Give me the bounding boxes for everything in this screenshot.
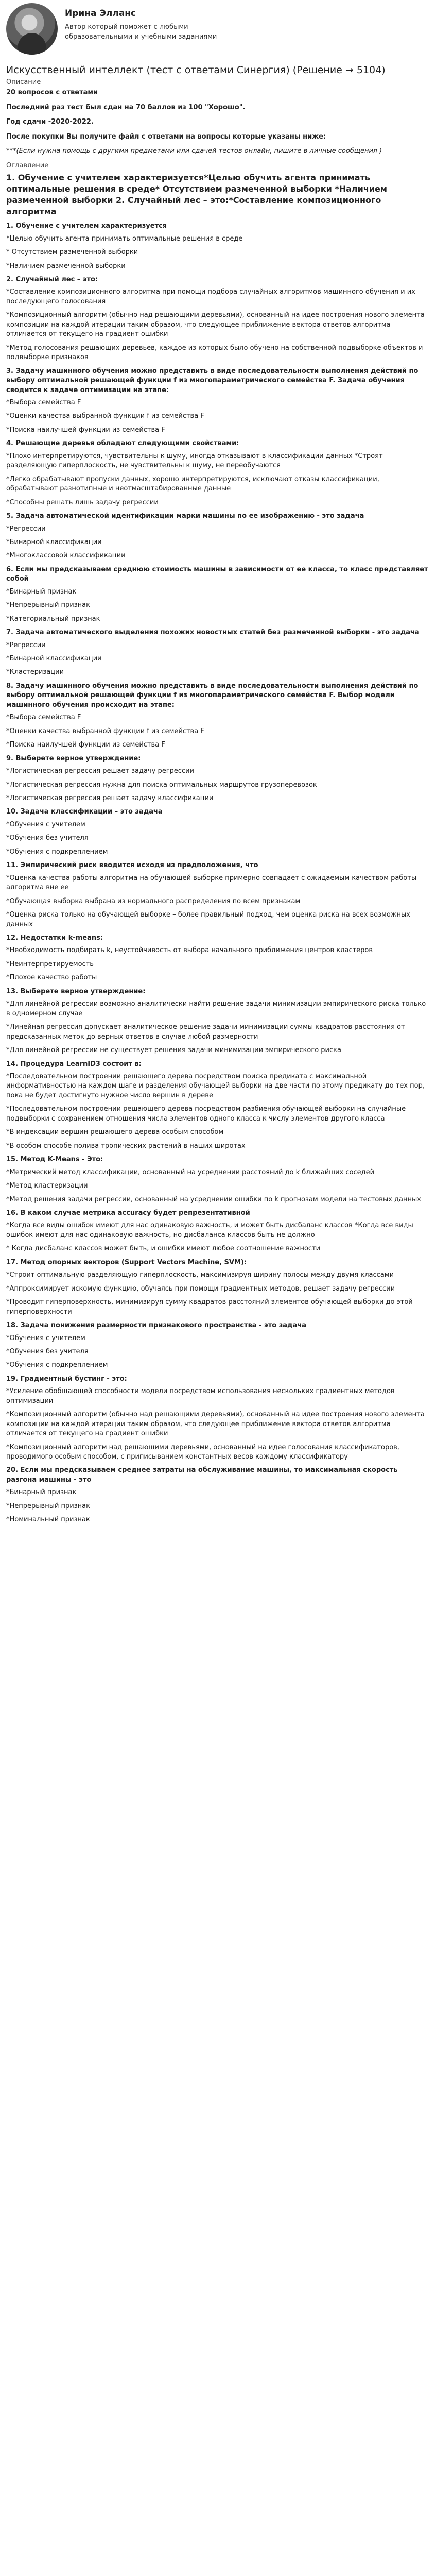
question-6: 6. Если мы предсказываем среднюю стоимость машины в зависимости от ее класса, то класс представляет собой xyxy=(6,565,428,583)
answer-option: *Метод решения задачи регрессии, основанный на усреднении ошибки по k прогнозам модели на тестовых данных xyxy=(6,1195,421,1204)
question-12: 12. Недостатки k-means: xyxy=(6,934,103,942)
answer-option: *Непрерывный признак xyxy=(6,1502,90,1510)
toc-summary: 1. Обучение с учителем характеризуется*Целью обучить агента принимать оптимальные решения в среде* Отсутствием размеченной выборки *Наличием размеченной выборки 2. Случайный лес – это:*Составление композиционного алгоритма xyxy=(6,172,387,217)
question-9: 9. Выберете верное утверждение: xyxy=(6,754,141,762)
answer-option: *Кластеризации xyxy=(6,668,64,676)
answer-option: *Для линейной регрессии не существует решения задачи минимизации эмпирического риска xyxy=(6,1046,341,1055)
answer-option: *Логистическая регрессия решает задачу классификации xyxy=(6,794,214,803)
answer-option: *Аппроксимирует искомую функцию, обучаясь при помощи градиентных методов, решает задачу регрессии xyxy=(6,1284,395,1293)
answer-option: *Плохое качество работы xyxy=(6,974,97,982)
intro-note: После покупки Вы получите файл с ответами на вопросы которые указаны ниже: xyxy=(6,132,326,141)
answer-option: *Обучающая выборка выбрана из нормального распределения по всем признакам xyxy=(6,897,301,905)
answer-option: *Оценка качества работы алгоритма на обучающей выборке примерно совпадает с ожидаемым качеством работы алгоритма вне ее xyxy=(6,874,417,892)
question-13: 13. Выберете верное утверждение: xyxy=(6,987,146,995)
answer-option: *Целью обучить агента принимать оптимальные решения в среде xyxy=(6,234,243,243)
question-4: 4. Решающие деревья обладают следующими свойствами: xyxy=(6,439,239,448)
answer-option: *Бинарный признак xyxy=(6,587,77,596)
answer-option: *Линейная регрессия допускает аналитическое решение задачи минимизации суммы квадратов расстояния от предсказанных меток до верных ответов в случае любой размерности xyxy=(6,1023,405,1041)
description-label: Описание xyxy=(6,78,41,86)
answer-option: *Оценки качества выбранной функции f из семейства F xyxy=(6,412,204,420)
intro-count: 20 вопросов с ответами xyxy=(6,89,98,97)
answer-option: *Регрессии xyxy=(6,524,46,533)
answer-option: *Номинальный признак xyxy=(6,1516,90,1524)
answer-option: *Метрический метод классификации, основанный на усреднении расстояний до k ближайших соседей xyxy=(6,1168,375,1176)
question-10: 10. Задача классификации – это задача xyxy=(6,808,163,816)
answer-option: *Для линейной регрессии возможно аналитически найти решение задачи минимизации эмпирического риска только в одномерном случае xyxy=(6,1000,426,1018)
question-3: 3. Задачу машинного обучения можно представить в виде последовательности выполнения действий по выбору оптимальной решающей функции f из многопараметрического семейства F. Задача обучения сводится к задаче оптимизации на этапе: xyxy=(6,367,418,394)
question-16: 16. В каком случае метрика accuracy будет репрезентативной xyxy=(6,1209,250,1217)
answer-option: *Метод кластеризации xyxy=(6,1182,88,1190)
answer-option: *Необходимость подбирать k, неустойчивость от выбора начального приближения центров кластеров xyxy=(6,946,373,955)
answer-option: *Наличием размеченной выборки xyxy=(6,262,126,270)
author-description: Автор который поможет с любыми образовательными и учебными заданиями xyxy=(65,23,217,41)
answer-option: * Когда дисбаланс классов может быть, и ошибки имеют любое соотношение важности xyxy=(6,1245,321,1253)
answer-option: *Плохо интерпретируются, чувствительны к шуму, иногда отказывают в классификации данных *Строят разделяющую гиперплоскость, не чувствительны к шуму, не переобучаются xyxy=(6,452,383,470)
author-block xyxy=(6,3,429,55)
answer-option: *Обучения с подкреплением xyxy=(6,848,108,856)
answer-option: *Оценки качества выбранной функции f из семейства F xyxy=(6,727,204,735)
answer-option: *Проводит гиперповерхность, минимизируя сумму квадратов расстояний элементов обучающей выборки до этой гиперповерхности xyxy=(6,1298,413,1316)
answer-option: *Легко обрабатывают пропуски данных, хорошо интерпретируются, исключают отказы классификации, обрабатывают разнотипные и неотмасштабированные данные xyxy=(6,475,379,493)
answer-option: *Бинарной классификации xyxy=(6,538,102,546)
answer-option: *Поиска наилучшей функции из семейства F xyxy=(6,741,165,749)
answer-option: *Обучения с подкреплением xyxy=(6,1361,108,1369)
question-7: 7. Задача автоматического выделения похожих новостных статей без размеченной выборки - это задача xyxy=(6,629,420,637)
answer-option: *Поиска наилучшей функции из семейства F xyxy=(6,426,165,434)
question-14: 14. Процедура LearnID3 состоит в: xyxy=(6,1060,142,1068)
answer-option: *Последовательном построении решающего дерева посредством разбиения обучающей выборки на случайные подвыборки с сохранением отношения числа элементов одного класса к числу элементов другого класса xyxy=(6,1105,406,1123)
answer-option: *Композиционный алгоритм (обычно над решающими деревьями), основанный на идее построения нового элемента композиции на каждой итерации таким образом, что следующее приближение вектора ответов алгоритма отличается от текущего на градиент ошибки xyxy=(6,311,425,338)
answer-option: *Неинтерпретируемость xyxy=(6,960,94,968)
question-1: 1. Обучение с учителем характеризуется xyxy=(6,222,167,230)
question-5: 5. Задача автоматической идентификации марки машины по ее изображению - это задача xyxy=(6,512,364,520)
toc-label: Оглавление xyxy=(6,162,49,170)
answer-option: *Оценка риска только на обучающей выборке – более правильный подход, чем оценка риска на всех возможных данных xyxy=(6,911,410,928)
answer-option: *Обучения с учителем xyxy=(6,1334,85,1342)
question-8: 8. Задачу машинного обучения можно представить в виде последовательности выполнения действий по выбору оптимальной решающей функции f из многопараметрического семейства F. Выбор модели машинного обучения происходит на этапе: xyxy=(6,682,418,709)
answer-option: *Логистическая регрессия решает задачу регрессии xyxy=(6,767,194,775)
question-20: 20. Если мы предсказываем среднее затраты на обслуживание машины, то максимальная скорость разгона машины - это xyxy=(6,1466,398,1484)
answer-option: * Отсутствием размеченной выборки xyxy=(6,248,138,257)
answer-option: *В особом способе полива тропических растений в наших широтах xyxy=(6,1142,246,1150)
author-info xyxy=(65,3,219,42)
answer-option: *Бинарной классификации xyxy=(6,655,102,663)
answer-option: *Строит оптимальную разделяющую гиперплоскость, максимизируя ширину полосы между двумя классами xyxy=(6,1271,394,1279)
answer-option: *Составление композиционного алгоритма при помощи подбора случайных алгоритмов машинного обучения и их последующего голосования xyxy=(6,288,415,306)
answer-option: *Выбора семейства F xyxy=(6,714,81,722)
answer-option: *Композиционный алгоритм (обычно над решающими деревьями), основанный на идее построения нового элемента композиции на каждой итерации таким образом, что следующее приближение вектора ответов алгоритма отличается от текущего на градиент ошибки xyxy=(6,1411,425,1438)
question-11: 11. Эмпирический риск вводится исходя из предположения, что xyxy=(6,861,258,870)
intro-year: Год сдачи -2020-2022. xyxy=(6,118,94,126)
answer-option: *Выбора семейства F xyxy=(6,398,81,406)
answer-option: *Многоклассовой классификации xyxy=(6,552,126,560)
answer-option: *Непрерывный признак xyxy=(6,601,90,609)
question-2: 2. Случайный лес – это: xyxy=(6,275,98,283)
author-name[interactable]: Ирина Элланс xyxy=(65,8,136,19)
questions-list xyxy=(6,222,429,1525)
page-title: Искусственный интеллект (тест с ответами Синергия) (Решение → 5104) xyxy=(6,64,386,76)
answer-option: *Способны решать лишь задачу регрессии xyxy=(6,498,159,506)
answer-option: *Категориальный признак xyxy=(6,615,100,623)
question-19: 19. Градиентный бустинг - это: xyxy=(6,1375,127,1383)
avatar[interactable] xyxy=(6,3,58,55)
question-17: 17. Метод опорных векторов (Support Vectors Machine, SVM): xyxy=(6,1258,247,1266)
question-18: 18. Задача понижения размерности признакового пространства - это задача xyxy=(6,1321,307,1330)
intro-help-note: ***(Если нужна помощь с другими предметами или сдачей тестов онлайн, пишите в личные сообщения ) xyxy=(6,147,382,155)
answer-option: *Композиционный алгоритм над решающими деревьями, основанный на идее голосования классификаторов, проводимого особым способом, с приписыванием константных весов каждому классификатору xyxy=(6,1443,399,1461)
question-15: 15. Метод K-Means - Это: xyxy=(6,1156,103,1164)
answer-option: *Метод голосования решающих деревьев, каждое из которых было обучено на собственной подвыборке объектов и подвыборке признаков xyxy=(6,344,423,362)
answer-option: *Усиление обобщающей способности модели посредством использования нескольких градиентных методов оптимизации xyxy=(6,1387,395,1405)
answer-option: *Обучения без учителя xyxy=(6,834,89,842)
answer-option: *Логистическая регрессия нужна для поиска оптимальных маршрутов грузоперевозок xyxy=(6,781,317,789)
intro-score: Последний раз тест был сдан на 70 баллов из 100 "Хорошо". xyxy=(6,103,246,111)
answer-option: *Бинарный признак xyxy=(6,1488,77,1497)
answer-option: *Обучения с учителем xyxy=(6,820,85,828)
answer-option: *Последовательном построении решающего дерева посредством поиска предиката с максимальной информативностью на каждом шаге и разделения обучающей выборки на две части по этому предикату до тех пор, пока не будет достигнуто нужное число вершин в дереве xyxy=(6,1072,425,1099)
answer-option: *Обучения без учителя xyxy=(6,1347,89,1355)
answer-option: *В индексации вершин решающего дерева особым способом xyxy=(6,1128,224,1137)
answer-option: *Регрессии xyxy=(6,641,46,649)
answer-option: *Когда все виды ошибок имеют для нас одинаковую важность, и может быть дисбаланс классов *Когда все виды ошибок имеют для нас одинаковую важность, но дисбаланса классов быть не должно xyxy=(6,1222,413,1239)
